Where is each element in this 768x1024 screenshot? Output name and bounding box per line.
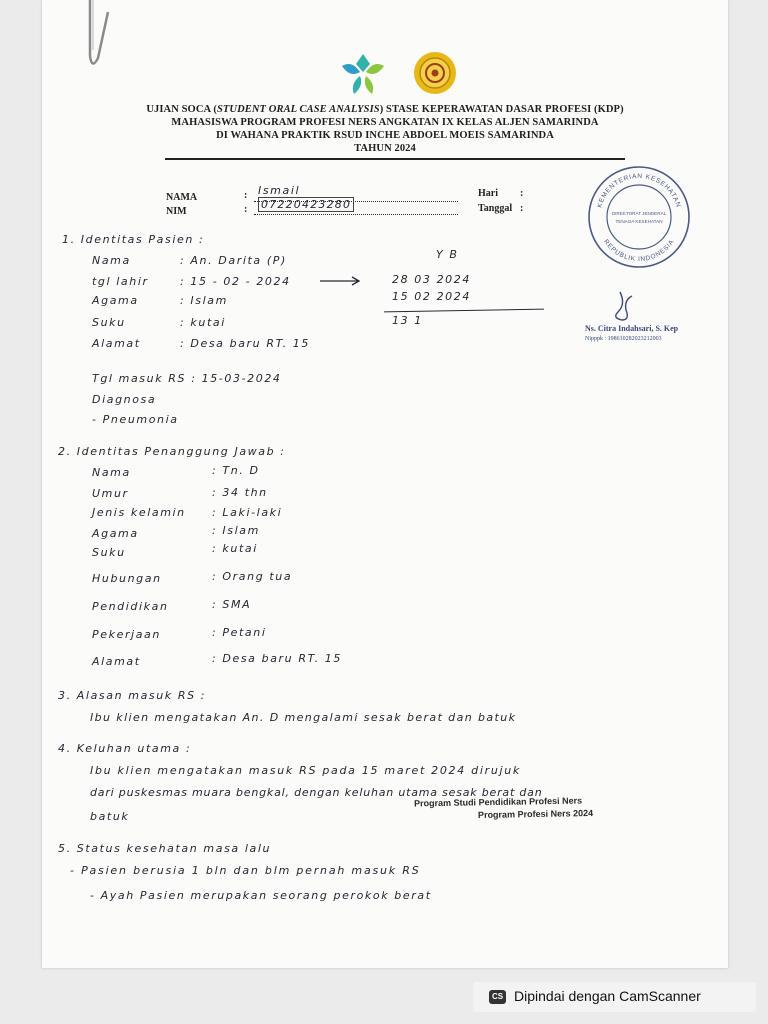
s1-tgl-value: : 15 - 02 - 2024 [180,275,291,288]
nama-colon: : [244,190,248,201]
arrow-icon [318,276,364,286]
s1-title: 1. Identitas Pasien : [62,233,205,246]
header-title-line4: TAHUN 2024 [354,143,416,154]
header-title-line2: MAHASISWA PROGRAM PROFESI NERS ANGKATAN IX KELAS ALJEN SAMARINDA [171,117,599,128]
s2-umur-value: : 34 thn [212,486,268,499]
s3-title: 3. Alasan masuk RS : [58,689,207,702]
s2-agama-key: Agama [92,527,139,540]
s4-line2: dari puskesmas muara bengkal, dengan keluhan utama sesak berat dan [90,786,543,799]
signature-name: Ns. Citra Indahsari, S. Kep [585,324,679,333]
s2-umur-key: Umur [92,487,129,500]
s4-line3: batuk [90,810,130,823]
s4-line1: Ibu klien mengatakan masuk RS pada 15 maret 2024 dirujuk [90,764,521,777]
s2-nama-value: : Tn. D [212,464,260,477]
s2-hubungan-key: Hubungan [92,572,162,585]
s1-suku-value: : kutai [180,316,226,329]
calc-header: Y B [436,248,459,261]
nama-label: NAMA [166,192,198,203]
nim-value: 07220423280 [258,197,354,212]
s2-agama-value: : Islam [212,524,260,537]
s2-suku-value: : kutai [212,542,258,555]
s1-tgl-key: tgl lahir [92,275,149,288]
s5-line2: - Ayah Pasien merupakan seorang perokok berat [90,889,432,902]
s1-suku-key: Suku [92,316,126,329]
program-stamp-line1: Program Studi Pendidikan Profesi Ners [413,795,583,809]
hari-label: Hari [478,188,498,199]
hari-colon: : [520,188,524,199]
camscanner-label: Dipindai dengan CamScanner [514,988,701,1004]
signature-scribble [606,290,640,326]
calc-row2: 15 02 2024 [392,290,471,303]
tgl-masuk: Tgl masuk RS : 15-03-2024 [92,372,282,385]
s2-pendidikan-key: Pendidikan [92,600,169,613]
s2-alamat-value: : Desa baru RT. 15 [212,652,342,665]
stamp-center-line1: DIREKTORAT JENDERAL [611,211,667,216]
s4-title: 4. Keluhan utama : [58,742,192,755]
s2-nama-key: Nama [92,466,131,479]
calc-row1: 28 03 2024 [392,273,471,286]
s5-line1: - Pasien berusia 1 bln dan blm pernah masuk RS [70,864,421,877]
nim-label: NIM [166,206,187,217]
nama-value: Ismail [258,184,301,197]
s1-alamat-value: : Desa baru RT. 15 [180,337,310,350]
tanggal-label: Tanggal [478,203,513,214]
svg-text:KEMENTERIAN KESEHATAN [596,173,682,209]
s2-suku-key: Suku [92,546,126,559]
s2-hubungan-value: : Orang tua [212,570,293,583]
signature-nippk: Nipppk : 198610282023212003 [585,336,662,342]
stamp-center-line2: TENAGA KESEHATAN [615,219,663,224]
s5-title: 5. Status kesehatan masa lalu [58,842,272,855]
institution-emblem-icon [412,50,458,96]
camscanner-icon: CS [489,990,506,1004]
s2-pendidikan-value: : SMA [212,598,252,611]
official-stamp [584,162,694,272]
program-stamp-line2: Program Profesi Ners 2024 [477,807,594,821]
nim-colon: : [244,204,248,215]
stamp-ring-top: KEMENTERIAN KESEHATAN [596,172,682,209]
diagnosa-label: Diagnosa [92,393,157,406]
s1-agama-key: Agama [92,294,139,307]
tanggal-colon: : [520,203,524,214]
s2-pekerjaan-value: : Petani [212,626,267,639]
stamp-ring-bottom: REPUBLIK INDONESIA [602,238,676,264]
s3-text: Ibu klien mengatakan An. D mengalami sesak berat dan batuk [90,711,517,724]
s2-jk-key: Jenis kelamin [92,506,186,519]
s1-alamat-key: Alamat [92,337,141,350]
header-title-line1: UJIAN SOCA (STUDENT ORAL CASE ANALYSIS) STASE KEPERAWATAN DASAR PROFESI (KDP) [146,104,624,115]
calc-row3: 13 1 [392,314,423,327]
s2-pekerjaan-key: Pekerjaan [92,628,161,641]
s2-alamat-key: Alamat [92,655,141,668]
s2-title: 2. Identitas Penanggung Jawab : [58,445,286,458]
kemenkes-logo-icon [338,50,388,96]
paper-clip-icon [80,0,120,72]
s1-nama-value: : An. Darita (P) [180,254,287,267]
s2-jk-value: : Laki-laki [212,506,283,519]
s1-agama-value: : Islam [180,294,228,307]
camscanner-watermark [473,982,756,1012]
header-divider [165,158,625,160]
diagnosa-value: - Pneumonia [92,413,179,426]
header-title-line3: DI WAHANA PRAKTIK RSUD INCHE ABDOEL MOEIS SAMARINDA [216,130,554,141]
nim-dotted-line [254,214,458,215]
s1-nama-key: Nama [92,254,131,267]
